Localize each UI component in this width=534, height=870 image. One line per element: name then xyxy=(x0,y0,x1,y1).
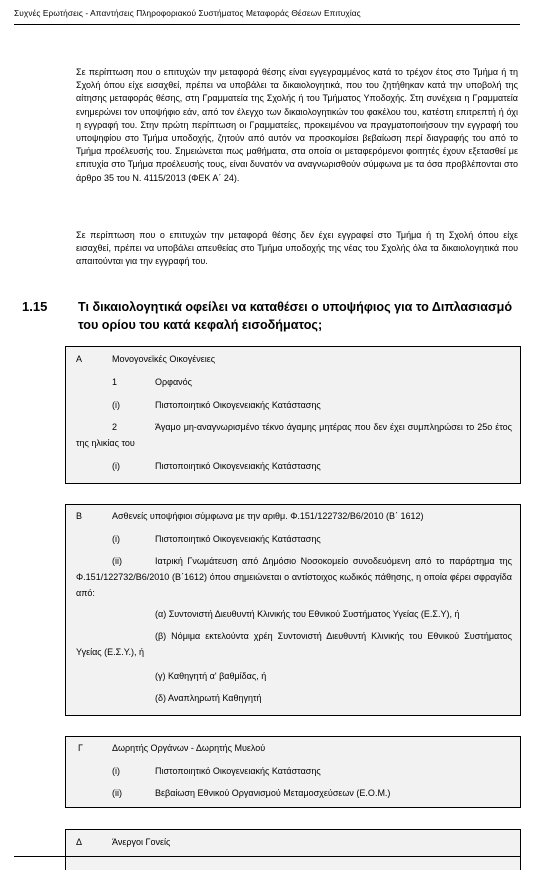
category-box-c xyxy=(65,736,521,808)
category-letter: Δ xyxy=(76,837,83,847)
running-header: Συχνές Ερωτήσεις - Απαντήσεις Πληροφοριακού Συστήματος Μεταφοράς Θέσεων Επιτυχίας xyxy=(14,8,361,18)
item-title: Άγαμο μη-αναγνωρισμένο τέκνο άγαμης μητέρας που δεν έχει συμπληρώσει το 25ο έτος της ηλικίας του xyxy=(76,422,512,448)
category-box-d xyxy=(65,829,521,870)
category-title: Δωρητής Οργάνων - Δωρητής Μυελού xyxy=(112,743,266,753)
category-title: Μονογονεϊκές Οικογένειες xyxy=(112,354,216,364)
document-marker: (i) xyxy=(112,766,120,776)
category-letter: Β xyxy=(76,511,83,521)
category-title: Ασθενείς υποψήφιοι σύμφωνα με την αριθμ. Φ.151/122732/Β6/2010 (Β΄ 1612) xyxy=(112,511,424,521)
document-item: Πιστοποιητικό Οικογενειακής Κατάστασης xyxy=(155,400,321,410)
footer-divider xyxy=(14,856,520,857)
category-box-b xyxy=(65,504,521,716)
document-marker: (ii) xyxy=(112,788,122,798)
document-marker: (ii) xyxy=(112,556,122,566)
document-item: Πιστοποιητικό Οικογενειακής Κατάστασης xyxy=(155,534,321,544)
paragraph-not-registered: Σε περίπτωση που ο επιτυχών την μεταφορά θέσης δεν έχει εγγραφεί στο Τμήμα ή τη Σχολή όπου είχε εισαχθεί, πρέπει να υποβάλει απευθείας στο Τμήμα υποδοχής της νέας του Σχολής όλα τα δικαιολογητικά που απαιτούνται για την εγγραφή του. xyxy=(76,230,518,267)
document-item: Βεβαίωση Εθνικού Οργανισμού Μεταμοσχεύσεων (Ε.Ο.Μ.) xyxy=(155,788,391,798)
stamp-option: (β) Νόμιμα εκτελούντα χρέη Συντονιστή Διευθυντή Κλινικής του Εθνικού Συστήματος Υγείας (Ε.Σ.Υ.), ή xyxy=(76,631,512,657)
document-marker: (i) xyxy=(112,534,120,544)
document-marker: (i) xyxy=(112,461,120,471)
section-title: Τι δικαιολογητικά οφείλει να καταθέσει ο υποψήφιος για το Διπλασιασμό του ορίου του κατά κεφαλή εισοδήματος; xyxy=(78,300,513,332)
category-title: Άνεργοι Γονείς xyxy=(112,837,171,847)
stamp-option: (γ) Καθηγητή α' βαθμίδας, ή xyxy=(155,671,267,681)
item-number: 1 xyxy=(112,377,118,387)
document-item: Πιστοποιητικό Οικογενειακής Κατάστασης xyxy=(155,766,321,776)
document-item: Ιατρική Γνωμάτευση από Δημόσιο Νοσοκομείο συνοδευόμενη από το παράρτημα της Φ.151/122732/Β6/2010 (Β΄1612) όπου σημειώνεται ο αντίστοιχος κωδικός πάθησης, η οποία φέρει σφραγίδα από: xyxy=(76,556,512,598)
category-letter: Γ xyxy=(78,743,83,753)
category-letter: Α xyxy=(76,354,83,364)
stamp-option: (α) Συντονιστή Διευθυντή Κλινικής του Εθνικού Συστήματος Υγείας (Ε.Σ.Υ), ή xyxy=(155,609,460,619)
document-item: Πιστοποιητικό Οικογενειακής Κατάστασης xyxy=(155,461,321,471)
item-title: Ορφανός xyxy=(155,377,193,387)
header-divider xyxy=(14,24,520,25)
section-number: 1.15 xyxy=(22,299,48,314)
stamp-option: (δ) Αναπληρωτή Καθηγητή xyxy=(155,693,262,703)
item-number: 2 xyxy=(112,422,118,432)
category-box-a xyxy=(65,346,521,484)
document-marker: (i) xyxy=(112,400,120,410)
paragraph-registered: Σε περίπτωση που ο επιτυχών την μεταφορά θέσης είναι εγγεγραμμένος κατά το τρέχον έτος στο Τμήμα ή τη Σχολή όπου είχε εισαχθεί, πρέπει να υποβάλει τα δικαιολογητικά, που του ζητήθηκαν κατά την υποβολή της αίτησης μεταφοράς θέσης, στη Γραμματεία της Σχολής ή του Τμήματος Υποδοχής. Στη συνέχεια η Γραμματεία ενημερώνει τον υποψήφιο εάν, από τον έλεγχο των δικαιολογητικών του φακέλου του, κατέστη επιτρεπτή ή όχι η εγγραφή του. Στην πρώτη περίπτωση οι Γραμματείες, προκειμένου να πραγματοποιήσουν την εγγραφή του υποψηφίου στο Τμήμα υποδοχής, ζητούν από αυτόν να προσκομίσει βεβαίωση περί διαγραφής του από το Τμήμα προέλευσής του. Σημειώνεται πως μαθήματα, στα οποία οι μεταφερόμενοι φοιτητές έχουν εξετασθεί με επιτυχία στο Τμήμα προέλευσής τους, είναι δυνατόν να αναγνωρισθούν σύμφωνα με τα όσα προβλέπονται στο άρθρο 35 του Ν. 4115/2013 (ΦΕΚ Α΄ 24). xyxy=(76,67,518,183)
